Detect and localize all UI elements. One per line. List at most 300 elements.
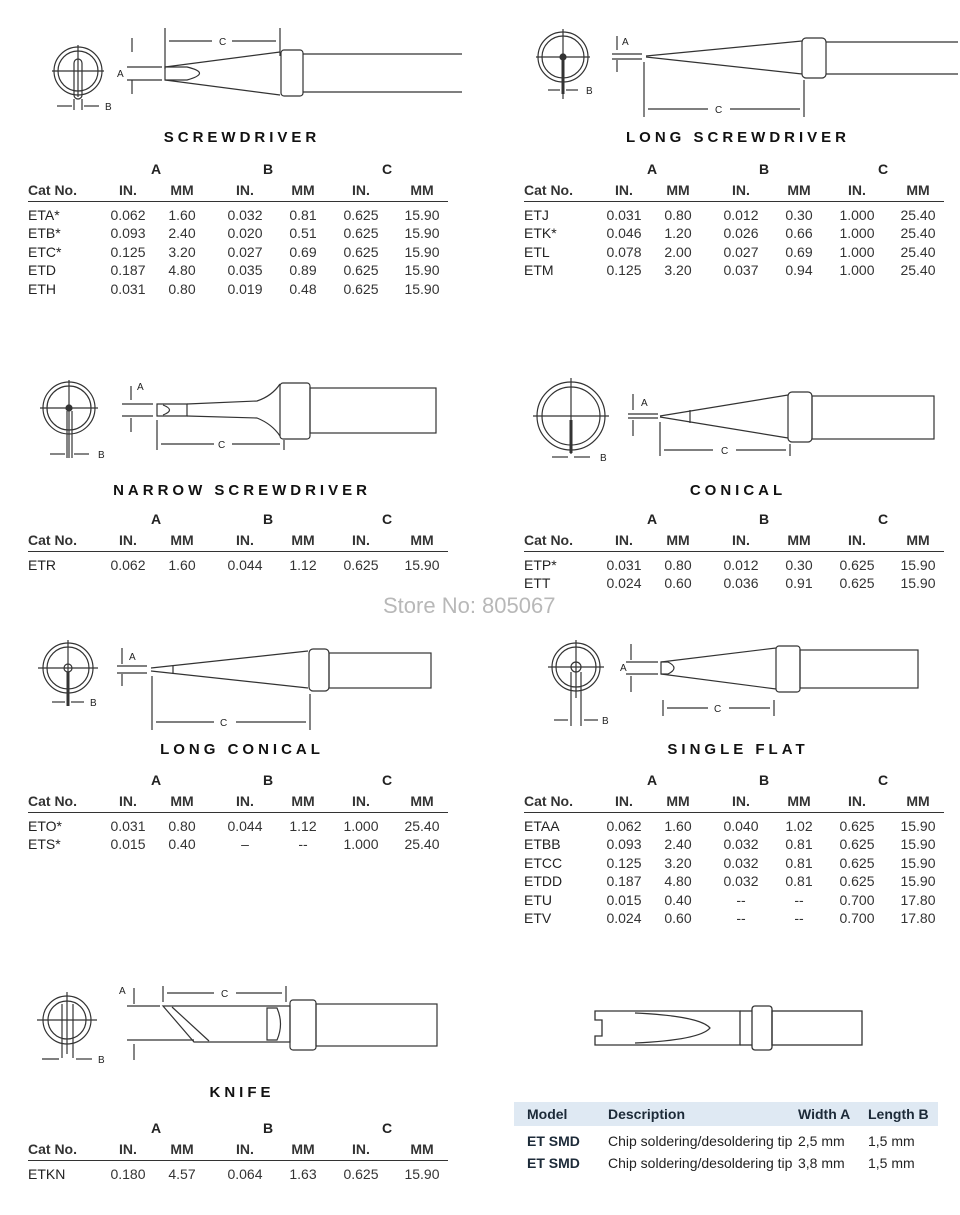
narrow-screwdriver-tip-icon	[22, 368, 462, 488]
c-mm-cell: 15.90	[900, 556, 936, 573]
a-mm-cell: 3.20	[664, 854, 692, 871]
section-title: NARROW SCREWDRIVER	[113, 482, 371, 499]
table-row	[28, 261, 448, 280]
section-title: CONICAL	[689, 482, 787, 499]
group-c-header: C	[877, 772, 889, 788]
description-cell: Chip soldering/desoldering tip	[608, 1155, 793, 1171]
table-row	[514, 1152, 938, 1174]
table-row	[28, 812, 448, 835]
c-in-header: IN.	[822, 529, 892, 552]
a-in-header: IN.	[102, 790, 154, 813]
a-mm-cell: 0.60	[664, 575, 692, 591]
cat-no-cell: ETA*	[28, 206, 60, 223]
svg-text:B: B	[105, 102, 112, 113]
a-mm-cell: 0.80	[664, 556, 692, 573]
spec-table-knife	[28, 1119, 448, 1183]
b-mm-cell: 0.30	[785, 556, 813, 573]
a-in-cell: 0.031	[110, 817, 146, 834]
c-in-header: IN.	[326, 790, 396, 813]
b-mm-cell: --	[298, 836, 308, 852]
a-in-cell: 0.031	[110, 280, 146, 297]
c-mm-cell: 15.90	[900, 873, 936, 889]
model-header: Model	[527, 1106, 568, 1122]
cat-no-cell: ETCC	[524, 854, 563, 871]
b-mm-cell: 1.12	[289, 556, 317, 573]
c-mm-cell: 15.90	[404, 243, 440, 260]
svg-text:B: B	[98, 1055, 105, 1066]
c-in-cell: 0.625	[343, 262, 379, 278]
a-in-cell: 0.015	[110, 836, 146, 852]
cat-no-header: Cat No.	[524, 529, 598, 552]
table-row	[524, 835, 944, 854]
b-in-cell: 0.037	[723, 262, 759, 278]
group-c-header: C	[381, 772, 393, 788]
model-cell: ET SMD	[527, 1155, 580, 1171]
a-in-cell: 0.078	[606, 243, 642, 260]
group-b-header: B	[262, 772, 274, 788]
c-mm-header: MM	[396, 790, 448, 813]
c-mm-header: MM	[892, 529, 944, 552]
cat-no-cell: ETH	[28, 280, 56, 297]
table-row	[524, 891, 944, 910]
b-in-cell: 0.032	[723, 854, 759, 871]
a-mm-cell: 4.80	[168, 262, 196, 278]
group-a-header: A	[646, 511, 658, 527]
b-mm-cell: 0.30	[785, 206, 813, 223]
group-c-header: C	[381, 1120, 393, 1136]
svg-text:A: A	[641, 398, 648, 409]
b-in-header: IN.	[706, 529, 776, 552]
group-a-header: A	[150, 1120, 162, 1136]
table-row	[28, 1160, 448, 1183]
table-row	[524, 201, 944, 224]
svg-text:C: C	[721, 446, 729, 457]
c-mm-cell: 25.40	[900, 225, 936, 241]
c-mm-cell: 25.40	[900, 243, 936, 260]
svg-text:B: B	[586, 86, 593, 97]
conical-tip-diagram	[518, 368, 958, 488]
knife-tip-icon	[22, 974, 462, 1094]
svg-text:A: A	[622, 37, 629, 48]
svg-text:A: A	[129, 652, 136, 663]
a-mm-cell: 4.80	[664, 873, 692, 889]
b-in-cell: --	[736, 910, 746, 926]
cat-no-header: Cat No.	[28, 529, 102, 552]
cat-no-cell: ETV	[524, 910, 552, 926]
long-conical-tip-icon	[22, 626, 462, 746]
cat-no-cell: ETS*	[28, 836, 61, 852]
table-row	[524, 551, 944, 574]
length-b-header: Length B	[868, 1106, 929, 1122]
c-mm-cell: 17.80	[900, 891, 936, 908]
c-mm-cell: 15.90	[404, 206, 440, 223]
b-in-cell: 0.020	[227, 225, 263, 241]
group-c-header: C	[381, 161, 393, 177]
a-mm-header: MM	[154, 529, 210, 552]
cat-no-cell: ETJ	[524, 206, 549, 223]
a-mm-header: MM	[154, 790, 210, 813]
b-in-cell: 0.027	[227, 243, 263, 260]
c-in-cell: 1.000	[839, 262, 875, 278]
c-in-cell: 0.625	[343, 243, 379, 260]
a-in-cell: 0.024	[606, 575, 642, 591]
c-in-cell: 0.625	[343, 225, 379, 241]
smd-spec-table	[514, 1102, 938, 1174]
a-mm-cell: 3.20	[664, 262, 692, 278]
b-mm-header: MM	[280, 529, 326, 552]
cat-no-cell: ETP*	[524, 556, 557, 573]
b-mm-cell: 0.81	[785, 854, 813, 871]
b-mm-cell: 0.48	[289, 280, 317, 297]
a-in-cell: 0.125	[606, 262, 642, 278]
narrow-screwdriver-tip-diagram	[22, 368, 462, 488]
section-title: SINGLE FLAT	[667, 741, 809, 758]
section-title: SCREWDRIVER	[163, 129, 321, 146]
a-mm-cell: 0.80	[168, 280, 196, 297]
b-mm-cell: 1.12	[289, 817, 317, 834]
b-in-cell: --	[736, 891, 746, 908]
a-in-cell: 0.046	[606, 225, 642, 241]
spec-table-conical	[524, 510, 944, 593]
b-mm-cell: 0.81	[289, 206, 317, 223]
group-a-header: A	[150, 511, 162, 527]
group-b-header: B	[262, 511, 274, 527]
a-mm-cell: 0.60	[664, 910, 692, 926]
a-mm-header: MM	[650, 529, 706, 552]
c-mm-cell: 15.90	[404, 262, 440, 278]
cat-no-cell: ETO*	[28, 817, 62, 834]
single-flat-tip-diagram	[518, 626, 958, 746]
table-row	[524, 854, 944, 873]
c-in-cell: 0.700	[839, 891, 875, 908]
c-in-header: IN.	[822, 179, 892, 202]
c-in-header: IN.	[326, 179, 396, 202]
c-in-cell: 1.000	[839, 225, 875, 241]
group-b-header: B	[262, 161, 274, 177]
table-row	[28, 280, 448, 299]
cat-no-cell: ETD	[28, 262, 56, 278]
single-flat-tip-icon	[518, 626, 958, 746]
model-cell: ET SMD	[527, 1133, 580, 1149]
c-mm-header: MM	[396, 529, 448, 552]
spec-table-narrow-screwdriver	[28, 510, 448, 574]
b-mm-cell: 0.51	[289, 225, 317, 241]
a-mm-cell: 0.40	[168, 836, 196, 852]
c-in-cell: 0.625	[343, 1165, 379, 1182]
spec-table-long-screwdriver	[524, 160, 944, 280]
b-mm-header: MM	[776, 529, 822, 552]
b-in-cell: 0.044	[227, 817, 263, 834]
a-in-header: IN.	[102, 179, 154, 202]
width-a-cell: 3,8 mm	[798, 1155, 845, 1171]
b-mm-cell: 0.81	[785, 836, 813, 852]
group-a-header: A	[150, 772, 162, 788]
c-in-header: IN.	[822, 790, 892, 813]
a-in-cell: 0.125	[606, 854, 642, 871]
b-in-cell: 0.044	[227, 556, 263, 573]
c-in-cell: 0.625	[839, 556, 875, 573]
a-in-cell: 0.024	[606, 910, 642, 926]
group-a-header: A	[646, 772, 658, 788]
table-row	[28, 243, 448, 262]
c-mm-cell: 15.90	[900, 575, 936, 591]
b-in-cell: 0.032	[723, 873, 759, 889]
b-in-header: IN.	[210, 179, 280, 202]
c-in-header: IN.	[326, 1138, 396, 1161]
description-cell: Chip soldering/desoldering tip	[608, 1133, 793, 1149]
b-in-cell: –	[241, 836, 249, 852]
cat-no-cell: ETKN	[28, 1165, 66, 1182]
table-row	[28, 201, 448, 224]
a-mm-header: MM	[154, 1138, 210, 1161]
c-in-cell: 0.625	[343, 206, 379, 223]
svg-text:C: C	[218, 440, 226, 451]
b-in-cell: 0.035	[227, 262, 263, 278]
a-in-cell: 0.187	[606, 873, 642, 889]
c-mm-cell: 25.40	[404, 817, 440, 834]
c-in-cell: 1.000	[839, 243, 875, 260]
group-b-header: B	[758, 772, 770, 788]
a-mm-header: MM	[154, 179, 210, 202]
group-c-header: C	[877, 161, 889, 177]
cat-no-cell: ETDD	[524, 873, 563, 889]
long-conical-tip-diagram	[22, 626, 462, 746]
b-in-header: IN.	[210, 1138, 280, 1161]
a-mm-header: MM	[650, 179, 706, 202]
c-mm-cell: 25.40	[404, 836, 440, 852]
spec-table-single-flat	[524, 771, 944, 928]
c-mm-cell: 25.40	[900, 262, 936, 278]
cat-no-cell: ETB*	[28, 225, 61, 241]
c-in-cell: 0.625	[839, 854, 875, 871]
group-c-header: C	[381, 511, 393, 527]
b-mm-cell: 1.63	[289, 1165, 317, 1182]
c-in-cell: 0.700	[839, 910, 875, 926]
group-a-header: A	[646, 161, 658, 177]
svg-text:A: A	[119, 986, 126, 997]
a-mm-cell: 3.20	[168, 243, 196, 260]
c-mm-header: MM	[396, 179, 448, 202]
section-title: LONG CONICAL	[160, 741, 324, 758]
svg-text:A: A	[620, 663, 627, 674]
knife-tip-diagram	[22, 974, 462, 1094]
section-title: KNIFE	[209, 1084, 275, 1101]
table-row	[28, 224, 448, 243]
a-in-header: IN.	[598, 179, 650, 202]
b-in-header: IN.	[210, 790, 280, 813]
a-mm-cell: 4.57	[168, 1165, 196, 1182]
c-in-cell: 0.625	[839, 873, 875, 889]
a-in-cell: 0.093	[606, 836, 642, 852]
svg-text:B: B	[602, 716, 609, 727]
b-mm-header: MM	[776, 790, 822, 813]
b-in-cell: 0.026	[723, 225, 759, 241]
table-row	[524, 243, 944, 262]
a-in-cell: 0.180	[110, 1165, 146, 1182]
a-mm-cell: 1.60	[168, 556, 196, 573]
a-in-header: IN.	[598, 529, 650, 552]
a-in-cell: 0.015	[606, 891, 642, 908]
a-mm-cell: 1.60	[664, 817, 692, 834]
table-row	[524, 574, 944, 593]
smd-tip-diagram	[590, 1000, 880, 1060]
smd-tip-icon	[590, 1000, 880, 1060]
screwdriver-tip-diagram	[22, 14, 462, 134]
a-mm-cell: 2.40	[168, 225, 196, 241]
section-title: LONG SCREWDRIVER	[625, 129, 850, 146]
cat-no-header: Cat No.	[524, 179, 598, 202]
table-row	[514, 1130, 938, 1152]
a-mm-cell: 0.40	[664, 891, 692, 908]
b-mm-cell: 0.94	[785, 262, 813, 278]
cat-no-cell: ETM	[524, 262, 554, 278]
smd-table-header	[514, 1102, 938, 1126]
width-a-header: Width A	[798, 1106, 851, 1122]
b-in-cell: 0.027	[723, 243, 759, 260]
svg-text:B: B	[98, 450, 105, 461]
b-mm-cell: 0.69	[785, 243, 813, 260]
table-row	[524, 909, 944, 928]
a-in-cell: 0.093	[110, 225, 146, 241]
conical-tip-icon	[518, 368, 958, 488]
a-in-cell: 0.062	[606, 817, 642, 834]
table-row	[524, 261, 944, 280]
c-in-cell: 0.625	[839, 575, 875, 591]
c-mm-cell: 15.90	[404, 556, 440, 573]
store-watermark: Store No: 805067	[383, 593, 556, 618]
a-mm-header: MM	[650, 790, 706, 813]
c-mm-cell: 15.90	[900, 817, 936, 834]
a-in-header: IN.	[102, 1138, 154, 1161]
cat-no-header: Cat No.	[28, 179, 102, 202]
cat-no-header: Cat No.	[28, 790, 102, 813]
c-in-header: IN.	[326, 529, 396, 552]
group-a-header: A	[150, 161, 162, 177]
c-in-cell: 0.625	[343, 280, 379, 297]
c-mm-cell: 25.40	[900, 206, 936, 223]
a-in-header: IN.	[102, 529, 154, 552]
length-b-cell: 1,5 mm	[868, 1155, 915, 1171]
cat-no-cell: ETU	[524, 891, 552, 908]
description-header: Description	[608, 1106, 686, 1122]
a-in-cell: 0.031	[606, 206, 642, 223]
c-mm-cell: 17.80	[900, 910, 936, 926]
c-mm-header: MM	[892, 790, 944, 813]
a-in-header: IN.	[598, 790, 650, 813]
svg-text:C: C	[219, 37, 227, 48]
svg-text:C: C	[221, 989, 229, 1000]
svg-text:C: C	[715, 105, 723, 116]
group-c-header: C	[877, 511, 889, 527]
b-mm-header: MM	[280, 179, 326, 202]
cat-no-cell: ETT	[524, 575, 551, 591]
b-mm-cell: --	[794, 910, 804, 926]
cat-no-cell: ETL	[524, 243, 550, 260]
c-mm-cell: 15.90	[900, 836, 936, 852]
long-screwdriver-tip-diagram	[518, 14, 958, 134]
c-in-cell: 0.625	[343, 556, 379, 573]
b-mm-cell: 0.66	[785, 225, 813, 241]
table-row	[28, 835, 448, 854]
svg-text:A: A	[137, 382, 144, 393]
svg-text:B: B	[600, 453, 607, 464]
cat-no-cell: ETAA	[524, 817, 560, 834]
b-in-cell: 0.032	[227, 206, 263, 223]
cat-no-header: Cat No.	[28, 1138, 102, 1161]
a-in-cell: 0.125	[110, 243, 146, 260]
c-in-cell: 1.000	[343, 817, 379, 834]
svg-text:C: C	[220, 718, 228, 729]
a-mm-cell: 1.60	[168, 206, 196, 223]
c-in-cell: 0.625	[839, 817, 875, 834]
table-row	[28, 551, 448, 574]
c-in-cell: 1.000	[343, 836, 379, 852]
b-mm-cell: 1.02	[785, 817, 813, 834]
c-mm-cell: 15.90	[404, 225, 440, 241]
a-mm-cell: 2.00	[664, 243, 692, 260]
a-in-cell: 0.062	[110, 556, 146, 573]
table-row	[524, 812, 944, 835]
c-mm-cell: 15.90	[404, 1165, 440, 1182]
a-mm-cell: 0.80	[168, 817, 196, 834]
b-mm-cell: 0.89	[289, 262, 317, 278]
a-in-cell: 0.062	[110, 206, 146, 223]
c-mm-header: MM	[892, 179, 944, 202]
b-in-cell: 0.064	[227, 1165, 263, 1182]
screwdriver-tip-icon	[22, 14, 462, 134]
b-in-cell: 0.032	[723, 836, 759, 852]
b-in-cell: 0.036	[723, 575, 759, 591]
b-mm-header: MM	[776, 179, 822, 202]
a-mm-cell: 1.20	[664, 225, 692, 241]
a-mm-cell: 0.80	[664, 206, 692, 223]
svg-text:B: B	[90, 698, 97, 709]
b-in-header: IN.	[210, 529, 280, 552]
length-b-cell: 1,5 mm	[868, 1133, 915, 1149]
group-b-header: B	[758, 511, 770, 527]
c-mm-cell: 15.90	[404, 280, 440, 297]
b-mm-cell: 0.69	[289, 243, 317, 260]
b-in-cell: 0.012	[723, 206, 759, 223]
width-a-cell: 2,5 mm	[798, 1133, 845, 1149]
spec-table-long-conical	[28, 771, 448, 854]
table-row	[524, 224, 944, 243]
c-in-cell: 0.625	[839, 836, 875, 852]
b-mm-cell: --	[794, 891, 804, 908]
b-in-cell: 0.019	[227, 280, 263, 297]
long-screwdriver-tip-icon	[518, 14, 958, 134]
c-mm-cell: 15.90	[900, 854, 936, 871]
b-in-header: IN.	[706, 179, 776, 202]
cat-no-header: Cat No.	[524, 790, 598, 813]
b-in-header: IN.	[706, 790, 776, 813]
cat-no-cell: ETBB	[524, 836, 561, 852]
cat-no-cell: ETC*	[28, 243, 62, 260]
b-mm-header: MM	[280, 1138, 326, 1161]
spec-table-screwdriver	[28, 160, 448, 298]
svg-text:C: C	[714, 704, 722, 715]
table-row	[524, 872, 944, 891]
b-in-cell: 0.040	[723, 817, 759, 834]
c-in-cell: 1.000	[839, 206, 875, 223]
cat-no-cell: ETK*	[524, 225, 557, 241]
svg-text:A: A	[117, 69, 124, 80]
b-in-cell: 0.012	[723, 556, 759, 573]
group-b-header: B	[262, 1120, 274, 1136]
cat-no-cell: ETR	[28, 556, 56, 573]
group-b-header: B	[758, 161, 770, 177]
a-in-cell: 0.031	[606, 556, 642, 573]
